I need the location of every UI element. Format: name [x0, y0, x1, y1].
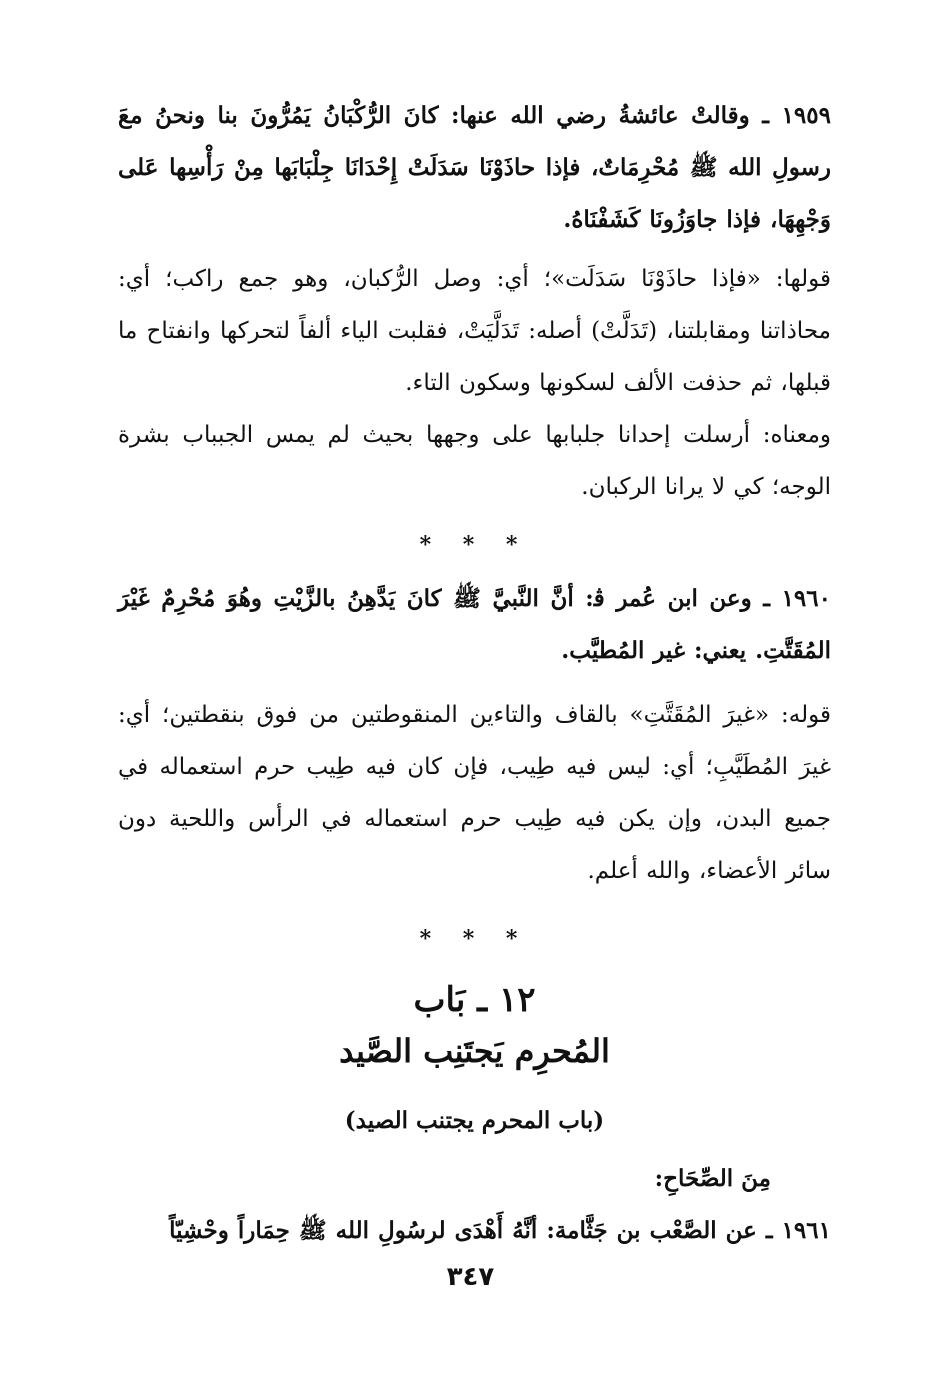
chapter-number: ١٢ ـ بَاب [413, 980, 536, 1020]
section-separator: * * * [419, 532, 530, 558]
page-body [118, 90, 831, 1317]
page-number: ٣٤٧ [446, 1262, 495, 1292]
commentary-1959: قولها: «فإذا حاذَوْنَا سَدَلَت»؛ أي: وصل الرُّكبان، وهو جمع راكب؛ أي: محاذاتنا ومقابلتنا، (تَدَلَّتْ) أصله: تَدَلَّيَتْ، فقلبت الياء ألفاً لتحركها وانفتاح ما قبلها، ثم حذفت الألف لسكونها وسكون التاء. [118, 266, 831, 396]
hadith-1961: ١٩٦١ ـ عن الصَّعْب بن جَثَّامة: أنَّهُ أَهْدَى لرسُولِ الله ﷺ حِمَاراً وحْشِيّاً [169, 1217, 831, 1244]
section-separator: * * * [419, 926, 530, 952]
hadith-1959: ١٩٥٩ ـ وقالتْ عائشةُ رضي الله عنها: كانَ الرُّكْبَانُ يَمُرُّونَ بنا ونحنُ معَ رسولِ الله ﷺ مُحْرِمَاتٌ، فإذا حاذَوْنَا سَدَلَتْ إِحْدَانَا جِلْبَابَها مِنْ رَأْسِها عَلى وَجْهِهَا، فإذا جاوَزُونَا كَشَفْنَاهُ. [118, 102, 831, 233]
chapter-subtitle: (باب المحرم يجتنب الصيد) [344, 1107, 605, 1134]
commentary-1959-meaning: ومعناه: أرسلت إحدانا جلبابها على وجهها بحيث لم يمس الجبباب بشرة الوجه؛ كي لا يرانا الركبان. [118, 422, 831, 500]
commentary-1960: قوله: «غيرَ المُقَتَّتِ» بالقاف والتاءين المنقوطتين من فوق بنقطتين؛ أي: غيرَ المُطَيَّبِ؛ أي: ليس فيه طِيب، فإن كان فيه طِيب حرم استعماله في جميع البدن، وإن يكن فيه طِيب حرم استعماله في الرأس واللحية دون سائر الأعضاء، والله أعلم. [118, 702, 832, 884]
chapter-title: المُحرِم يَجتَنِب الصَّيد [339, 1032, 610, 1070]
hadith-1960: ١٩٦٠ ـ وعن ابن عُمر ﭬ: أنَّ النَّبيَّ ﷺ كانَ يَدَّهِنُ بالزَّيْتِ وهُوَ مُحْرِمٌ غَيْرَ المُقَتَّتِ. يعني: غير المُطيَّب. [118, 585, 831, 664]
section-heading-min-sihah: مِنَ الصِّحَاحِ: [654, 1165, 771, 1192]
